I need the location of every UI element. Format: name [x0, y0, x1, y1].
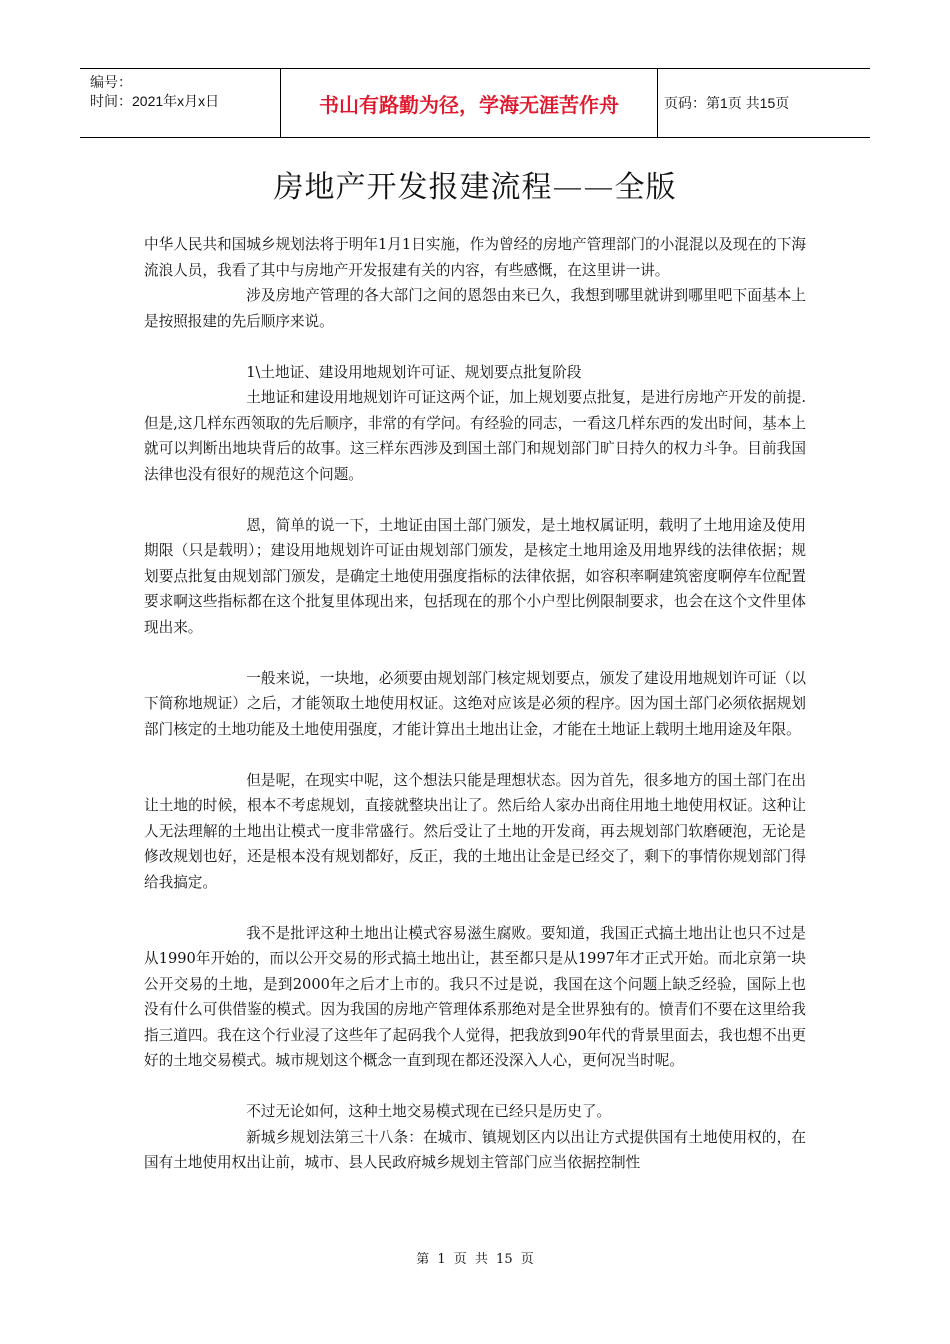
document-body — [144, 232, 806, 1176]
paragraph-gap — [144, 487, 806, 513]
header-meta-cell — [80, 69, 281, 137]
document-time-label: 时间：2021年x月x日 — [90, 93, 220, 109]
section-heading-1: 1\土地证、建设用地规划许可证、规划要点批复阶段 — [246, 363, 582, 381]
header-motto: 书山有路勤为径，学海无涯苦作舟 — [281, 69, 658, 137]
paragraph-intro: 中华人民共和国城乡规划法将于明年1月1日实施，作为曾经的房地产管理部门的小混混以及现在的下海流浪人员，我看了其中与房地产开发报建有关的内容，有些感慨，在这里讲一讲。 — [144, 236, 806, 279]
paragraph-reality: 但是呢，在现实中呢，这个想法只能是理想状态。因为首先，很多地方的国土部门在出让土地的时候，根本不考虑规划，直接就整块出让了。然后给人家办出商住用地土地使用权证。这种让人无法理解的土地出让模式一度非常盛行。然后受让了土地的开发商，再去规划部门软磨硬泡，无论是修改规划也好，还是根本没有规划都好，反正，我的土地出让金是已经交了，剩下的事情你规划部门得给我搞定。 — [144, 771, 806, 891]
paragraph-gap — [144, 895, 806, 921]
paragraph-past-model: 不过无论如何，这种土地交易模式现在已经只是历史了。 — [246, 1103, 612, 1120]
page-footer: 第 1 页 共 15 页 — [416, 1252, 534, 1267]
paragraph-departments: 涉及房地产管理的各大部门之间的恩怨由来已久，我想到哪里就讲到哪里吧下面基本上是按照报建的先后顺序来说。 — [144, 287, 806, 330]
paragraph-gap — [144, 334, 806, 360]
document-number-label: 编号： — [90, 74, 132, 90]
document-title: 房地产开发报建流程——全版 — [273, 170, 677, 205]
paragraph-gap — [144, 1074, 806, 1100]
paragraph-explanation: 恩，简单的说一下，土地证由国土部门颁发，是土地权属证明，载明了土地用途及使用期限（只是载明）；建设用地规划许可证由规划部门颁发，是核定土地用途及用地界线的法律依据；规划要点批复由规划部门颁发，是确定土地使用强度指标的法律依据，如容积率啊建筑密度啊停车位配置要求啊这些指标都在这个批复里体现出来，包括现在的那个小户型比例限制要求，也会在这个文件里体现出来。 — [144, 516, 806, 636]
paragraph-land-certificates: 土地证和建设用地规划许可证这两个证，加上规划要点批复，是进行房地产开发的前提.但是,这几样东西领取的先后顺序，非常的有学问。有经验的同志，一看这几样东西的发出时间，基本上就可以判断出地块背后的故事。这三样东西涉及到国土部门和规划部门旷日持久的权力斗争。目前我国法律也没有很好的规范这个问题。 — [144, 389, 806, 483]
paragraph-gap — [144, 742, 806, 768]
paragraph-article-38: 新城乡规划法第三十八条：在城市、镇规划区内以出让方式提供国有土地使用权的，在国有土地使用权出让前，城市、县人民政府城乡规划主管部门应当依据控制性 — [144, 1128, 806, 1171]
header-table — [80, 68, 870, 138]
header-page-info: 页码：第1页 共15页 — [664, 95, 790, 111]
paragraph-history: 我不是批评这种土地出让模式容易滋生腐败。要知道，我国正式搞土地出让也只不过是从1990年开始的，而以公开交易的形式搞土地出让，甚至都只是从1997年才正式开始。而北京第一块公开交易的土地，是到2000年之后才上市的。我只不过是说，我国在这个问题上缺乏经验，国际上也没有什么可供借鉴的模式。因为我国的房地产管理体系那绝对是全世界独有的。愤青们不要在这里给我指三道四。我在这个行业浸了这些年了起码我个人觉得，把我放到90年代的背景里面去，我也想不出更好的土地交易模式。城市规划这个概念一直到现在都还没深入人心，更何况当时呢。 — [144, 924, 806, 1069]
paragraph-gap — [144, 640, 806, 666]
paragraph-general-procedure: 一般来说，一块地，必须要由规划部门核定规划要点，颁发了建设用地规划许可证（以下简称地规证）之后，才能领取土地使用权证。这绝对应该是必须的程序。因为国土部门必须依据规划部门核定的土地功能及土地使用强度，才能计算出土地出让金，才能在土地证上载明土地用途及年限。 — [144, 669, 806, 738]
